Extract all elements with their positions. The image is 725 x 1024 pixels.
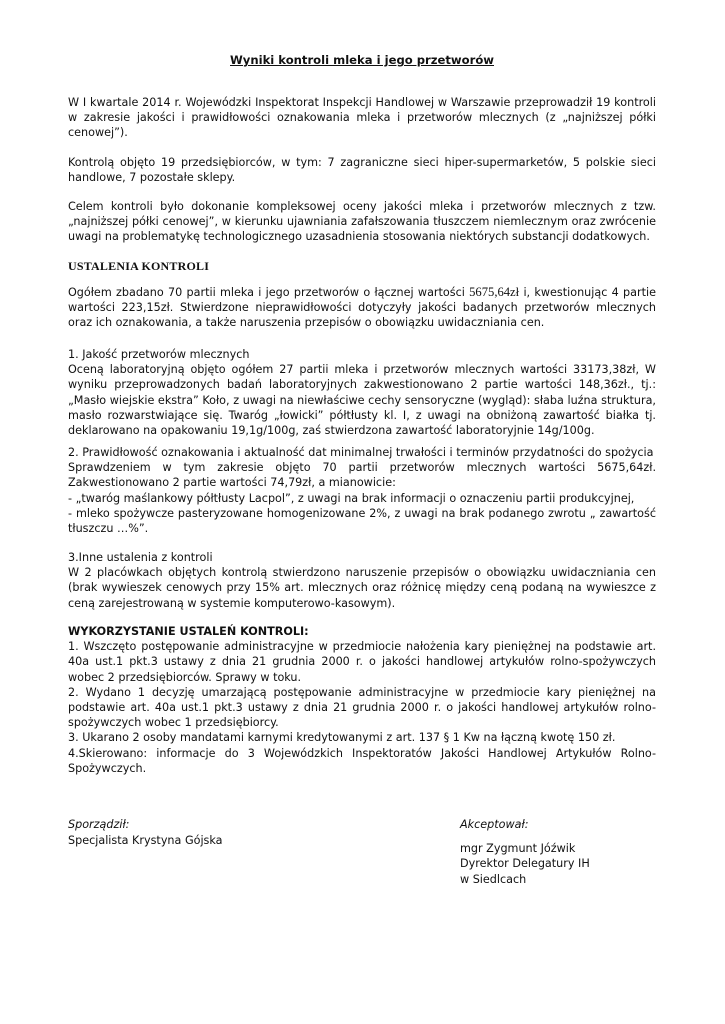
findings-summary	[68, 285, 656, 331]
section-1-heading: 1. Jakość przetworów mlecznych	[68, 348, 250, 361]
prepared-by-name: Specjalista Krystyna Gójska	[68, 833, 223, 847]
section-2	[68, 445, 656, 536]
section-1	[68, 347, 656, 438]
intro-paragraph-3: Celem kontroli było dokonanie kompleksowej oceny jakości mleka i przetworów mlecznych z tzw. „najniższej półki cenowej”, w kierunku ujawniania zafałszowania tłuszczem niemlecznym oraz zwrócenie uwagi na problematykę technologicznego uzasadnienia stosowania niektórych substancji dodatkowych.	[68, 200, 656, 244]
summary-text-1: Ogółem zbadano 70 partii mleka i jego przetworów o łącznej wartości	[68, 286, 470, 299]
section-2-item-1: - „twaróg maślankowy półtłusty Lacpol”, z uwagi na brak informacji o oznaczeniu partii produkcyjnej,	[68, 491, 635, 505]
prepared-by-label: Sporządził:	[68, 818, 130, 831]
accepted-by-place: w Siedlcach	[460, 872, 527, 886]
section-1-body: Oceną laboratoryjną objęto ogółem 27 partii mleka i przetworów mlecznych wartości 33173,38zł, W wyniku przeprowadzonych badań laboratoryjnych zakwestionowano 2 partie wartości 148,36zł., tj.: „Masło wiejskie ekstra” Koło, z uwagi na niewłaściwe cechy sensoryczne (wygląd): słaba luźna struktura, masło rozwarstwiające się. Twaróg „łowicki” półtłusty kl. I, z uwagi na obniżoną zawartość białka tj. deklarowano na opakowaniu 19,1g/100g, zaś stwierdzona zawartość laboratoryjnie 14g/100g.	[68, 363, 656, 438]
accepted-by-title: Dyrektor Delegatury IH	[460, 857, 590, 871]
usage-section	[68, 624, 656, 776]
intro-paragraph-2: Kontrolą objęto 19 przedsiębiorców, w tym: 7 zagraniczne sieci hiper-supermarketów, 5 polskie sieci handlowe, 7 pozostałe sklepy.	[68, 156, 656, 185]
accepted-by-label: Akceptował:	[460, 818, 529, 831]
summary-text-2: i, kwestionując 4 partie wartości 223,15zł. Stwierdzone nieprawidłowości dotyczyły jakości badanych przetworów mlecznych oraz ich oznakowania, a także naruszenia przepisów o obowiązku uwidaczniania cen.	[68, 286, 656, 330]
usage-item-2: 2. Wydano 1 decyzję umarzającą postępowanie administracyjne w przedmiocie kary pieniężnej na podstawie art. 40a ust.1 pkt.3 ustawy z dnia 21 grudnia 2000 r. o jakości handlowej artykułów rolno-spożywczych wobec 1 przedsiębiorcy.	[68, 685, 656, 730]
document-title: Wyniki kontroli mleka i jego przetworów	[230, 53, 494, 67]
prepared-by-block	[68, 817, 223, 848]
section-3-body: W 2 placówkach objętych kontrolą stwierdzono naruszenie przepisów o obowiązku uwidaczniania cen (brak wywieszek cenowych przy 15% art. mlecznych oraz różnicę między ceną podaną na wywieszce z ceną zarejestrowaną w systemie komputerowo-kasowym).	[68, 566, 656, 610]
usage-heading: WYKORZYSTANIE USTALEŃ KONTROLI:	[68, 625, 309, 638]
accepted-by-block	[460, 817, 590, 887]
section-2-item-2: - mleko spożywcze pasteryzowane homogenizowane 2%, z uwagi na brak podanego zwrotu „ zawartość tłuszczu …%”.	[68, 506, 656, 536]
section-2-body: Sprawdzeniem w tym zakresie objęto 70 partii przetworów mlecznych wartości 5675,64zł. Zakwestionowano 2 partie wartości 74,79zł, a mianowicie:	[68, 461, 656, 490]
findings-heading: USTALENIA KONTROLI	[68, 259, 210, 273]
summary-value: 5675,64zł	[469, 285, 520, 299]
usage-item-4: 4.Skierowano: informacje do 3 Wojewódzkich Inspektoratów Jakości Handlowej Artykułów Rolno-Spożywczych.	[68, 746, 656, 775]
accepted-by-name: mgr Zygmunt Jóźwik	[460, 841, 576, 855]
usage-item-3: 3. Ukarano 2 osoby mandatami karnymi kredytowanymi z art. 137 § 1 Kw na łączną kwotę 150 zł.	[68, 731, 616, 745]
section-3	[68, 550, 656, 611]
intro-paragraph-1: W I kwartale 2014 r. Wojewódzki Inspektorat Inspekcji Handlowej w Warszawie przeprowadził 19 kontroli w zakresie jakości i prawidłowości oznakowania mleka i przetworów mlecznych (z „najniższej półki cenowej”).	[68, 96, 656, 140]
section-3-heading: 3.Inne ustalenia z kontroli	[68, 551, 213, 564]
usage-item-1: 1. Wszczęto postępowanie administracyjne w przedmiocie nałożenia kary pieniężnej na podstawie art. 40a ust.1 pkt.3 ustawy z dnia 21 grudnia 2000 r. o jakości handlowej artykułów rolno-spożywczych wobec 2 przedsiębiorców. Sprawy w toku.	[68, 640, 656, 684]
section-2-heading: 2. Prawidłowość oznakowania i aktualność dat minimalnej trwałości i terminów przydatności do spożycia	[68, 446, 654, 459]
